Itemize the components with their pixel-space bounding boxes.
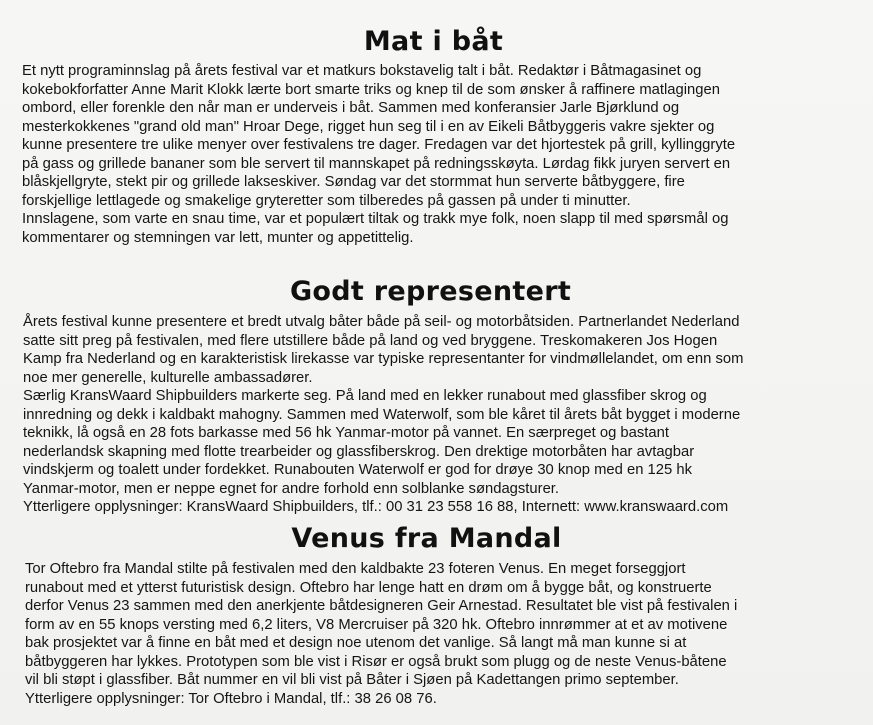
body-line: teknikk, lå også en 28 fots barkasse med 56 hk Yanmar-motor på vannet. En særpreget og bastant bbox=[23, 425, 669, 441]
body-line: Yanmar-motor, men er neppe egnet for andre forhold enn solblanke søndagsturer. bbox=[23, 480, 560, 497]
body-line: kokebokforfatter Anne Marit Klokk lærte bort smarte triks og knep til de som ønsker å raffinere matlagingen bbox=[22, 81, 720, 98]
body-line: runabout med et ytterst futuristisk design. Oftebro har lenge hatt en drøm om å bygge båt, og konstruerte bbox=[25, 579, 712, 596]
body-line: ombord, eller forenkle den når man er underveis i båt. Sammen med konferansier Jarle Bjørklund og bbox=[22, 100, 680, 116]
body-line: Særlig KransWaard Shipbuilders markerte seg. På land med en lekker runabout med glassfiber skrog og bbox=[23, 388, 707, 404]
body-line: mesterkokkenes "grand old man" Hroar Dege, rigget hun seg til i en av Eikeli Båtbyggeris vakre sjekter og bbox=[22, 118, 715, 135]
body-line: blåskjellgryte, stekt pir og grillede lakseskiver. Søndag var det stormmat hun serverte båtbyggere, fire bbox=[22, 174, 685, 190]
article-title-venus-fra-mandal: Venus fra Mandal bbox=[291, 523, 562, 554]
body-line: vil bli støpt i glassfiber. Båt nummer en vil bli vist på Båter i Sjøen på Kadettangen primo september. bbox=[25, 672, 679, 688]
article-body-godt-representert bbox=[23, 313, 873, 517]
body-line: Tor Oftebro fra Mandal stilte på festivalen med den kaldbakte 23 foteren Venus. En meget forseggjort bbox=[25, 561, 686, 577]
body-line: Et nytt programinnslag på årets festival var et matkurs bokstavelig talt i båt. Redaktør i Båtmagasinet og bbox=[22, 63, 702, 79]
body-line: satte sitt preg på festivalen, med flere utstillere både på land og ved bryggene. Treskomakeren Jos Hogen bbox=[23, 332, 718, 349]
article-title-mat-i-bat: Mat i båt bbox=[363, 26, 504, 57]
article-body-mat-i-bat bbox=[22, 62, 873, 247]
body-line: Kamp fra Nederland og en karakteristisk lirekasse var typiske representanter for vindmøllelandet, om enn som bbox=[23, 351, 744, 367]
article-title-godt-representert: Godt representert bbox=[289, 276, 572, 307]
body-line: vindskjerm og toalett under fordekket. Runabouten Waterwolf er god for drøye 30 knop med en 125 hk bbox=[23, 462, 692, 478]
body-line: form av en 55 knops versting med 6,2 liters, V8 Mercruiser på 320 hk. Oftebro innrømmer at et av motivene bbox=[25, 616, 728, 633]
body-line: på gass og grillede bananer som ble servert til mannskapet på redningsskøyta. Lørdag fikk juryen servert en bbox=[22, 155, 731, 172]
body-line: noe mer generelle, kulturelle ambassadører. bbox=[23, 369, 313, 386]
body-line: kunne presentere tre ulike menyer over festivalens tre dager. Fredagen var det hjortestek på grill, kyllinggryte bbox=[22, 137, 736, 153]
body-line: nederlandsk skapning med flotte trearbeider og glassfiberskrog. Den drektige motorbåten har avtagbar bbox=[23, 443, 695, 460]
body-line: bak prosjektet var å finne en båt med et design noe utenom det vanlige. Så langt må man kunne si at bbox=[25, 635, 687, 651]
body-line: derfor Venus 23 sammen med den anerkjente båtdesigneren Geir Arnestad. Resultatet ble vist på festivalen i bbox=[25, 598, 738, 614]
contact-line: Ytterligere opplysninger: KransWaard Shipbuilders, tlf.: 00 31 23 558 16 88, Internett: www.kranswaard.com bbox=[23, 499, 729, 515]
body-line: Årets festival kunne presentere et bredt utvalg båter både på seil- og motorbåtsiden. Partnerlandet Nederland bbox=[23, 314, 740, 330]
article-body-venus-fra-mandal bbox=[25, 560, 873, 708]
body-line: innredning og dekk i kaldbakt mahogny. Sammen med Waterwolf, som ble kåret til årets båt bygget i moderne bbox=[23, 406, 741, 423]
body-line: forskjellige lettlagede og smakelige gryteretter som tilberedes på gassen på under ti minutter. bbox=[22, 192, 631, 209]
body-line: Innslagene, som varte en snau time, var et populært tiltak og trakk mye folk, noen slapp til med spørsmål og bbox=[22, 211, 729, 227]
body-line: båtbyggeren har lykkes. Prototypen som ble vist i Risør er også brukt som plugg og de neste Venus-båtene bbox=[25, 653, 727, 670]
contact-line: Ytterligere opplysninger: Tor Oftebro i Mandal, tlf.: 38 26 08 76. bbox=[25, 690, 437, 707]
body-line: kommentarer og stemningen var lett, munter og appetittelig. bbox=[22, 229, 414, 246]
